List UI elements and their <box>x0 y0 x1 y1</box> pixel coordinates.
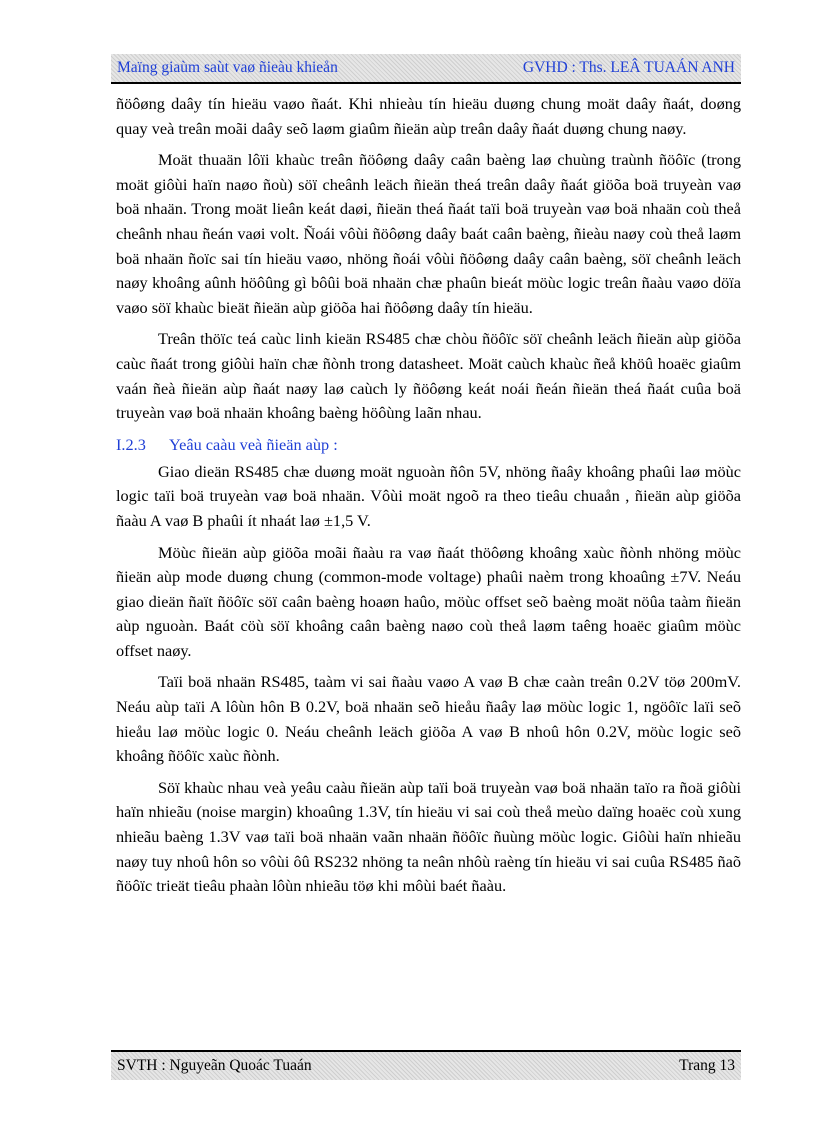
page-header <box>111 54 741 84</box>
footer-page-number: Trang 13 <box>679 1057 735 1074</box>
paragraph-4: Giao dieän RS485 chæ duøng moät nguoàn ñôn 5V, nhöng ñaây khoâng phaûi laø möùc logic taïi boä truyeàn vaø boä nhaän. Vôùi moät ngoõ ra theo tieâu chuaån , ñieän aùp giöõa ñaàu A vaø B phaûi ít nhaát laø ±1,5 V. <box>116 461 741 530</box>
paragraph-3: Treân thöïc teá caùc linh kieän RS485 chæ chòu ñöôïc söï cheânh leäch ñieän aùp giöõa caùc ñaát trong giôùi haïn chæ ñònh trong datasheet. Moät caùch khaùc ñeå khöû hoaëc giaûm vaán ñeà ñieän aùp ñaát naøy laø caùch ly ñöôøng keát noái ñeán ñieän theá ñaát cuûa boä truyeàn vaø boä nhaän khoâng baèng höôùng laãn nhau. <box>116 329 741 423</box>
header-advisor: GVHD : Ths. LEÂ TUAÁN ANH <box>522 59 735 76</box>
paragraph-1: ñöôøng daây tín hieäu vaøo ñaát. Khi nhieàu tín hieäu duøng chung moät daây ñaát, doøng quay veà treân moãi daây seõ laøm giaûm ñieän aùp treân daây ñaát duøng chung naøy. <box>116 94 741 138</box>
document-body <box>116 92 741 906</box>
page-footer <box>111 1050 741 1080</box>
header-course-title: Maïng giaùm saùt vaø ñieàu khieån <box>117 59 338 76</box>
paragraph-5: Möùc ñieän aùp giöõa moãi ñaàu ra vaø ñaát thöôøng khoâng xaùc ñònh nhöng möùc ñieän aùp mode duøng chung (common-mode voltage) phaûi naèm trong khoaûng ±7V. Neáu giao dieän ñaït ñöôïc söï caân baèng hoaøn haûo, möùc offset seõ baèng moät nöûa taàm ñieän aùp nguoàn. Baát cöù söï khoâng caân baèng naøo coù theå laøm taêng hoaëc giaûm möùc offset naøy. <box>116 542 741 660</box>
section-heading <box>116 433 741 457</box>
paragraph-6: Taïi boä nhaän RS485, taàm vi sai ñaàu vaøo A vaø B chæ caàn treân 0.2V töø 200mV. Neáu aùp taïi A lôùn hôn B 0.2V, boä nhaän seõ hieåu ñaây laø möùc logic 1, ngöôïc laïi seõ hieåu laø möùc logic 0. Neáu cheânh leäch giöõa A vaø B nhoû hôn 0.2V, möùc logic seõ khoâng ñöôïc xaùc ñònh. <box>116 672 741 766</box>
paragraph-2: Moät thuaän lôïi khaùc treân ñöôøng daây caân baèng laø chuùng traùnh ñöôïc (trong moät giôùi haïn naøo ñoù) söï cheânh leäch ñieän theá treân daây ñaát giöõa boä truyeàn vaø boä nhaän. Trong moät lieân keát daøi, ñieän theá ñaát taïi boä truyeàn vaø boä nhaän coù theå cheânh nhau ñeán vaøi volt. Ñoái vôùi ñöôøng daây baát caân baèng, ñieàu naøy coù theå laøm boä nhaän ñoïc sai tín hieäu vaøo, nhöng ñoái vôùi ñöôøng daây caân baèng, söï cheânh leäch naøy khoâng aûnh höôûng gì bôûi boä nhaän chæ phaûn bieát möùc logic treân ñaàu vaøo döïa vaøo söï khaùc bieät ñieän aùp giöõa hai ñöôøng daây tín hieäu. <box>116 150 741 317</box>
section-number: I.2.3 <box>116 434 146 454</box>
section-title: Yeâu caàu veà ñieän aùp : <box>169 434 338 454</box>
footer-student: SVTH : Nguyeãn Quoác Tuaán <box>117 1057 312 1074</box>
paragraph-7: Söï khaùc nhau veà yeâu caàu ñieän aùp taïi boä truyeàn vaø boä nhaän taïo ra ñoä giôùi haïn nhieãu (noise margin) khoaûng 1.3V, tín hieäu vi sai coù theå meùo daïng hoaëc coù xung nhieãu baèng 1.3V vaø taïi boä nhaän vaãn nhaän ñöôïc ñuùng möùc logic. Giôùi haïn nhieãu naøy tuy nhoû hôn so vôùi ôû RS232 nhöng ta neân nhôù raèng tín hieäu vi sai cuûa RS485 ñaõ ñöôïc trieät tieâu phaàn lôùn nhieãu töø khi môùi baét ñaàu. <box>116 777 741 896</box>
